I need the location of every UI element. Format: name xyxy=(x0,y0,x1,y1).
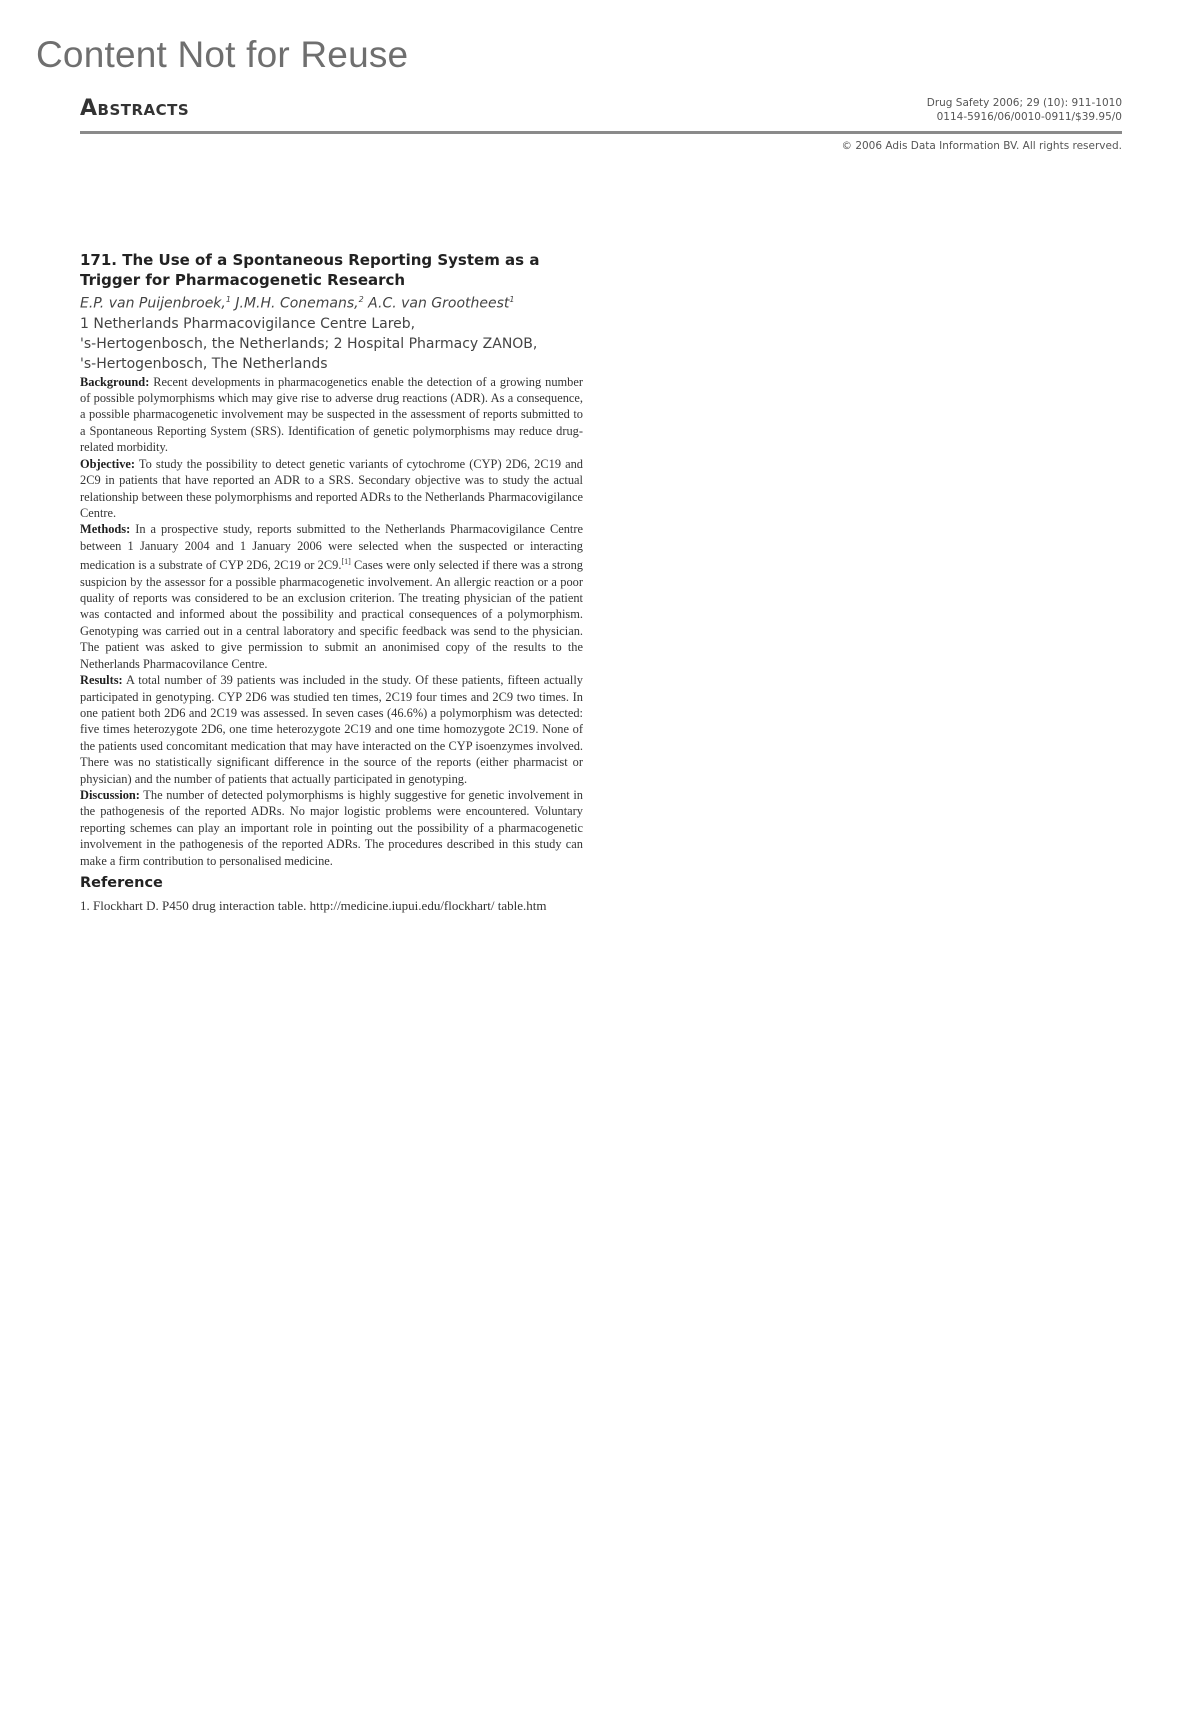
objective-text: To study the possibility to detect genetic variants of cytochrome (CYP) 2D6, 2C19 and 2C9 in patients that have reported an ADR to a SRS. Secondary objective was to study the actual relationship between these polymorphisms and reported ADRs to the Netherlands Pharmacovigilance Centre. xyxy=(80,456,583,520)
methods-text: In a prospective study, reports submitted to the Netherlands Pharmacovigilance Centre between 1 January 2004 and 1 January 2006 were selected when the suspected or interacting medication is a substrate of CYP 2D6, 2C19 or 2C9. xyxy=(80,522,583,573)
author-affiliation-mark: 2 xyxy=(358,295,364,304)
methods-label: Methods: xyxy=(80,522,131,537)
journal-citation: Drug Safety 2006; 29 (10): 911-1010 xyxy=(926,97,1122,109)
affiliation-line: 's-Hertogenbosch, The Netherlands xyxy=(80,355,328,372)
objective-label: Objective: xyxy=(80,456,136,471)
author-name: A.C. van Grootheest xyxy=(363,295,510,312)
reference-item: 1. Flockhart D. P450 drug interaction table. http://medicine.iupui.edu/flockhart/ table.htm xyxy=(80,897,547,913)
header-rule xyxy=(80,131,1122,134)
journal-issn: 0114-5916/06/0010-0911/$39.95/0 xyxy=(936,111,1122,123)
watermark-text: Content Not for Reuse xyxy=(36,34,409,75)
author-affiliation-mark: 1 xyxy=(225,295,231,304)
discussion-label: Discussion: xyxy=(80,787,140,802)
affiliation-line: 1 Netherlands Pharmacovigilance Centre Lareb, xyxy=(80,315,416,332)
methods-paragraph xyxy=(80,521,583,672)
abstract-title: 171. The Use of a Spontaneous Reporting System as a Trigger for Pharmacogenetic Research xyxy=(80,251,540,289)
citation-link[interactable]: [1] xyxy=(341,557,351,567)
journal-info xyxy=(927,96,1122,124)
background-label: Background: xyxy=(80,374,150,389)
section-title: Abstracts xyxy=(80,96,190,121)
discussion-text: The number of detected polymorphisms is highly suggestive for genetic involvement in the pathogenesis of the reported ADRs. No major logistic problems were encountered. Voluntary reporting schemes can play an important role in pointing out the possibility of a pharmacogenetic involvement in the pathogenesis of the reported ADRs. The procedures described in this study can make a firm contribution to personalised medicine. xyxy=(80,787,583,868)
results-paragraph xyxy=(80,672,583,787)
reference-heading: Reference xyxy=(80,874,163,891)
objective-paragraph xyxy=(80,456,583,522)
background-text: Recent developments in pharmacogenetics enable the detection of a growing number of possible polymorphisms which may give rise to adverse drug reactions (ADR). As a consequence, a possible pharmacogenetic involvement may be suspected in the assessment of reports submitted to a Spontaneous Reporting System (SRS). Identification of genetic polymorphisms may reduce drug-related morbidity. xyxy=(80,374,583,455)
background-paragraph xyxy=(80,374,583,456)
author-name: J.M.H. Conemans, xyxy=(230,295,359,312)
author-affiliation-mark: 1 xyxy=(509,295,515,304)
abstract-block xyxy=(80,250,583,916)
results-text: A total number of 39 patients was included in the study. Of these patients, fifteen actually participated in genotyping. CYP 2D6 was studied ten times, 2C19 four times and 2C9 two times. In one patient both 2D6 and 2C19 was assessed. In seven cases (46.6%) a polymorphism was detected: five times heterozygote 2D6, one time heterozygote 2C19 and one time homozygote 2C19. None of the patients used concomitant medication that may have interacted on the CYP isoenzymes involved. There was no statistically significant difference in the source of the reports (either pharmacist or physician) and the number of patients that actually participated in genotyping. xyxy=(80,673,583,786)
author-name: E.P. van Puijenbroek, xyxy=(80,295,226,312)
copyright-notice: © 2006 Adis Data Information BV. All rights reserved. xyxy=(841,140,1122,152)
methods-text-continued: Cases were only selected if there was a strong suspicion by the assessor for a possible pharmacogenetic involvement. An allergic reaction or a poor quality of reports was considered to be an exclusion criterion. The treating physician of the patient was contacted and informed about the possibility and practical consequences of a polymorphism. Genotyping was carried out in a central laboratory and specific feedback was send to the physician. The patient was asked to give permission to submit an anonimised copy of the results to the Netherlands Pharmacovilance Centre. xyxy=(80,558,583,671)
results-label: Results: xyxy=(80,673,123,688)
discussion-paragraph xyxy=(80,787,583,869)
author-list xyxy=(80,290,583,314)
affiliation-line: 's-Hertogenbosch, the Netherlands; 2 Hospital Pharmacy ZANOB, xyxy=(80,335,538,352)
